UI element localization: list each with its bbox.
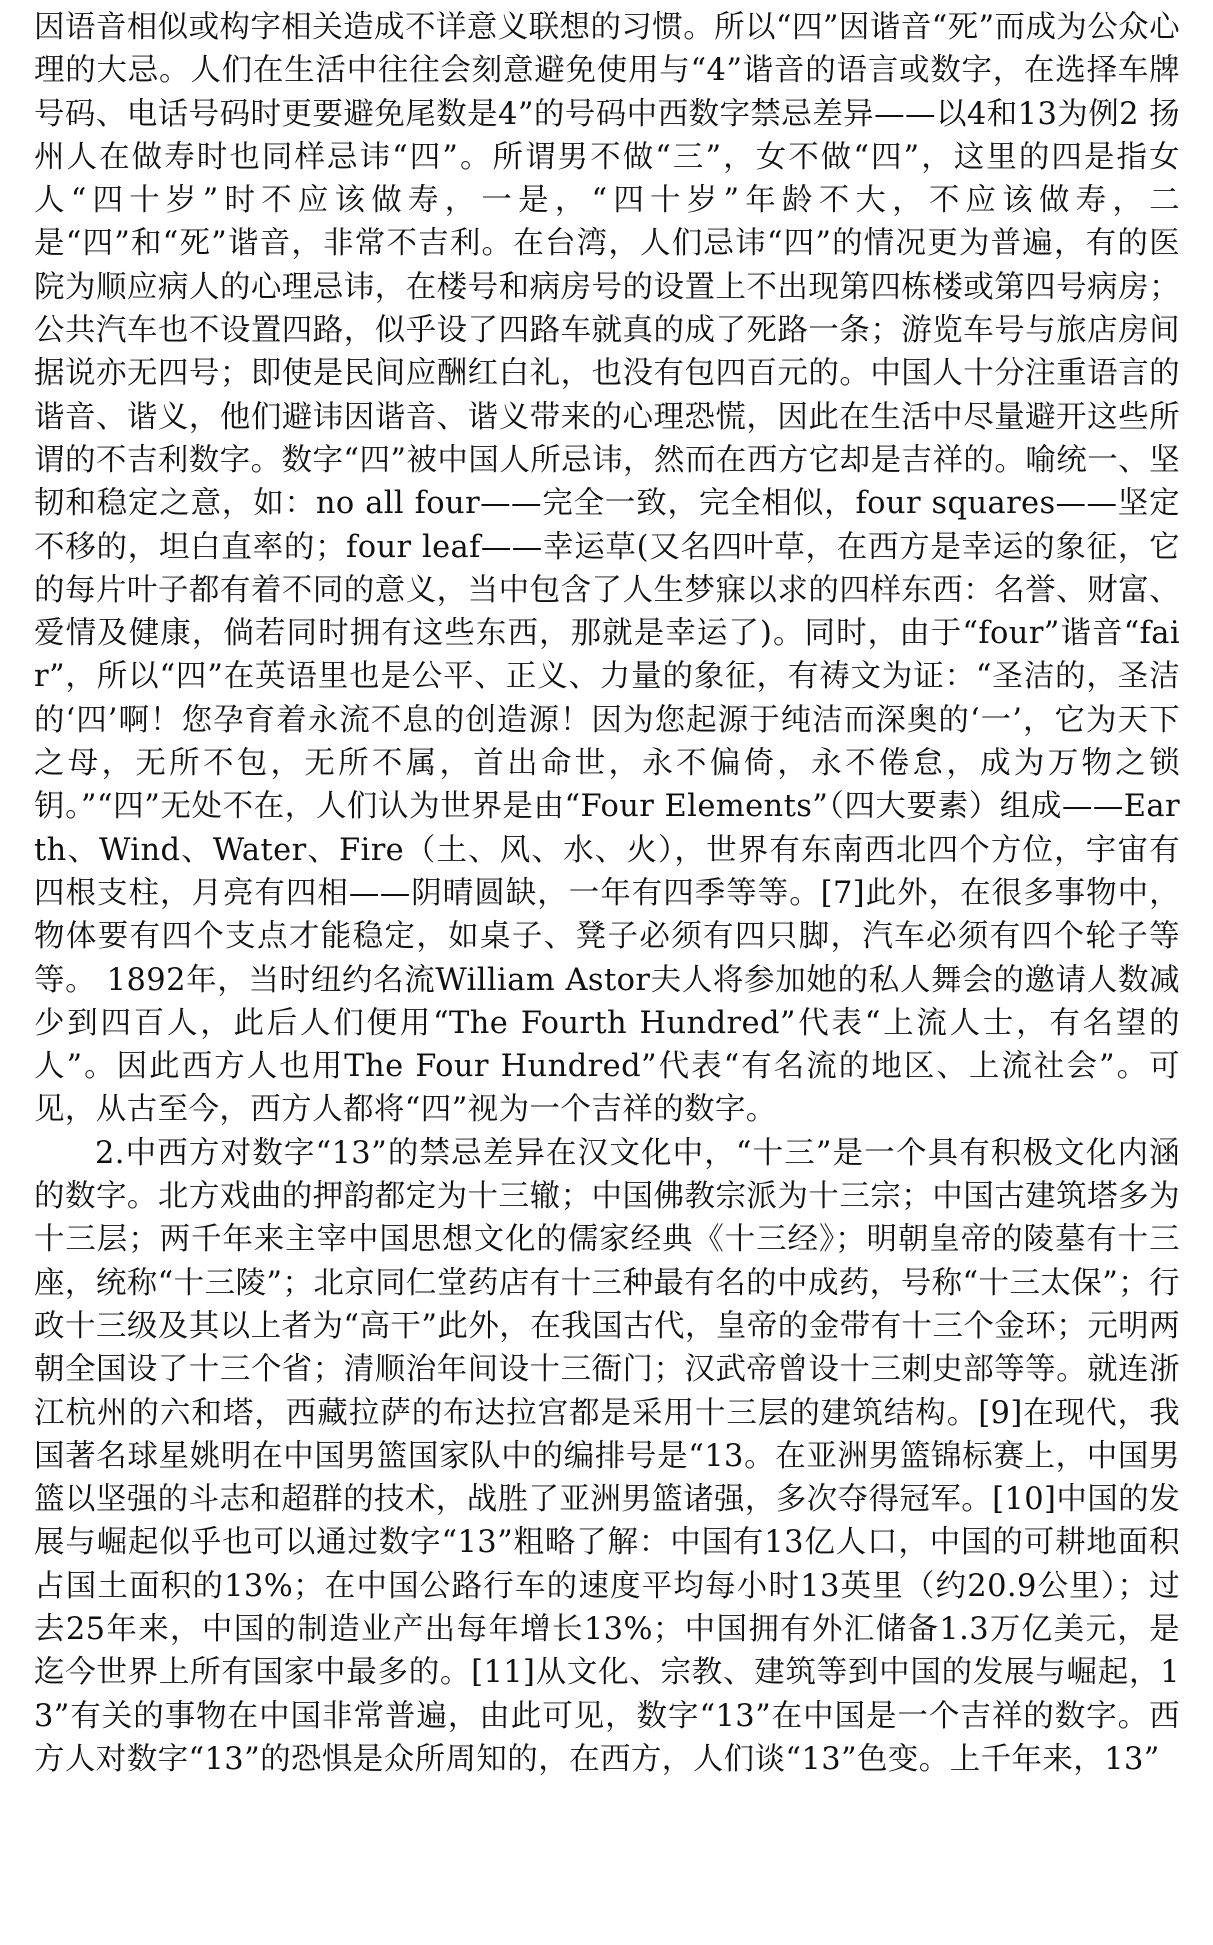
paragraph-number-four-taboo: 因语音相似或构字相关造成不详意义联想的习惯。所以“四”因谐音“死”而成为公众心理的大忌。人们在生活中往往会刻意避免使用与“4”谐音的语言或数字，在选择车牌号码、电话号码时更要避免尾数是4”的号码中西数字禁忌差异——以4和13为例2 扬州人在做寿时也同样忌讳“四”。所谓男不做“三”，女不做“四”，这里的四是指女人“四十岁”时不应该做寿，一是，“四十岁”年龄不大，不应该做寿，二是“四”和“死”谐音，非常不吉利。在台湾，人们忌讳“四”的情况更为普遍，有的医院为顺应病人的心理忌讳，在楼号和病房号的设置上不出现第四栋楼或第四号病房；公共汽车也不设置四路，似乎设了四路车就真的成了死路一条；游览车号与旅店房间据说亦无四号；即使是民间应酬红白礼，也没有包四百元的。中国人十分注重语言的谐音、谐义，他们避讳因谐音、谐义带来的心理恐慌，因此在生活中尽量避开这些所谓的不吉利数字。数字“四”被中国人所忌讳，然而在西方它却是吉祥的。喻统一、坚韧和稳定之意，如：no all four——完全一致，完全相似，four squares——坚定不移的，坦白直率的；four leaf——幸运草(又名四叶草，在西方是幸运的象征，它的每片叶子都有着不同的意义，当中包含了人生梦寐以求的四样东西：名誉、财富、爱情及健康，倘若同时拥有这些东西，那就是幸运了)。同时，由于“four”谐音“fair”，所以“四”在英语里也是公平、正义、力量的象征，有祷文为证：“圣洁的，圣洁的‘四’啊！您孕育着永流不息的创造源！因为您起源于纯洁而深奥的‘一’，它为天下之母，无所不包，无所不属，首出命世，永不偏倚，永不倦怠，成为万物之锁钥。”“四”无处不在，人们认为世界是由“Four Elements”（四大要素）组成——Earth、Wind、Water、Fire（土、风、水、火），世界有东南西北四个方位，宇宙有四根支柱，月亮有四相——阴晴圆缺，一年有四季等等。[7]此外，在很多事物中，物体要有四个支点才能稳定，如桌子、凳子必须有四只脚，汽车必须有四个轮子等等。 1892年，当时纽约名流William Astor夫人将参加她的私人舞会的邀请人数减少到四百人，此后人们便用“The Fourth Hundred”代表“上流人士，有名望的人”。因此西方人也用The Four Hundred”代表“有名流的地区、上流社会”。可见，从古至今，西方人都将“四”视为一个吉祥的数字。	[34, 10, 1180, 1128]
document-page	[34, 0, 1180, 1945]
paragraph-number-thirteen-taboo: 2.中西方对数字“13”的禁忌差异在汉文化中，“十三”是一个具有积极文化内涵的数字。北方戏曲的押韵都定为十三辙；中国佛教宗派为十三宗；中国古建筑塔多为十三层；两千年来主宰中国思想文化的儒家经典《十三经》；明朝皇帝的陵墓有十三座，统称“十三陵”；北京同仁堂药店有十三种最有名的中成药，号称“十三太保”；行政十三级及其以上者为“高干”此外，在我国古代，皇帝的金带有十三个金环；元明两朝全国设了十三个省；清顺治年间设十三衙门；汉武帝曾设十三刺史部等等。就连浙江杭州的六和塔，西藏拉萨的布达拉宫都是采用十三层的建筑结构。[9]在现代，我国著名球星姚明在中国男篮国家队中的编排号是“13。在亚洲男篮锦标赛上，中国男篮以坚强的斗志和超群的技术，战胜了亚洲男篮诸强，多次夺得冠军。[10]中国的发展与崛起似乎也可以通过数字“13”粗略了解：中国有13亿人口，中国的可耕地面积占国土面积的13%；在中国公路行车的速度平均每小时13英里（约20.9公里）；过去25年来，中国的制造业产出每年增长13%；中国拥有外汇储备1.3万亿美元，是迄今世界上所有国家中最多的。[11]从文化、宗教、建筑等到中国的发展与崛起，13”有关的事物在中国非常普遍，由此可见，数字“13”在中国是一个吉祥的数字。西方人对数字“13”的恐惧是众所周知的，在西方，人们谈“13”色变。上千年来，13”	[34, 1135, 1180, 1777]
